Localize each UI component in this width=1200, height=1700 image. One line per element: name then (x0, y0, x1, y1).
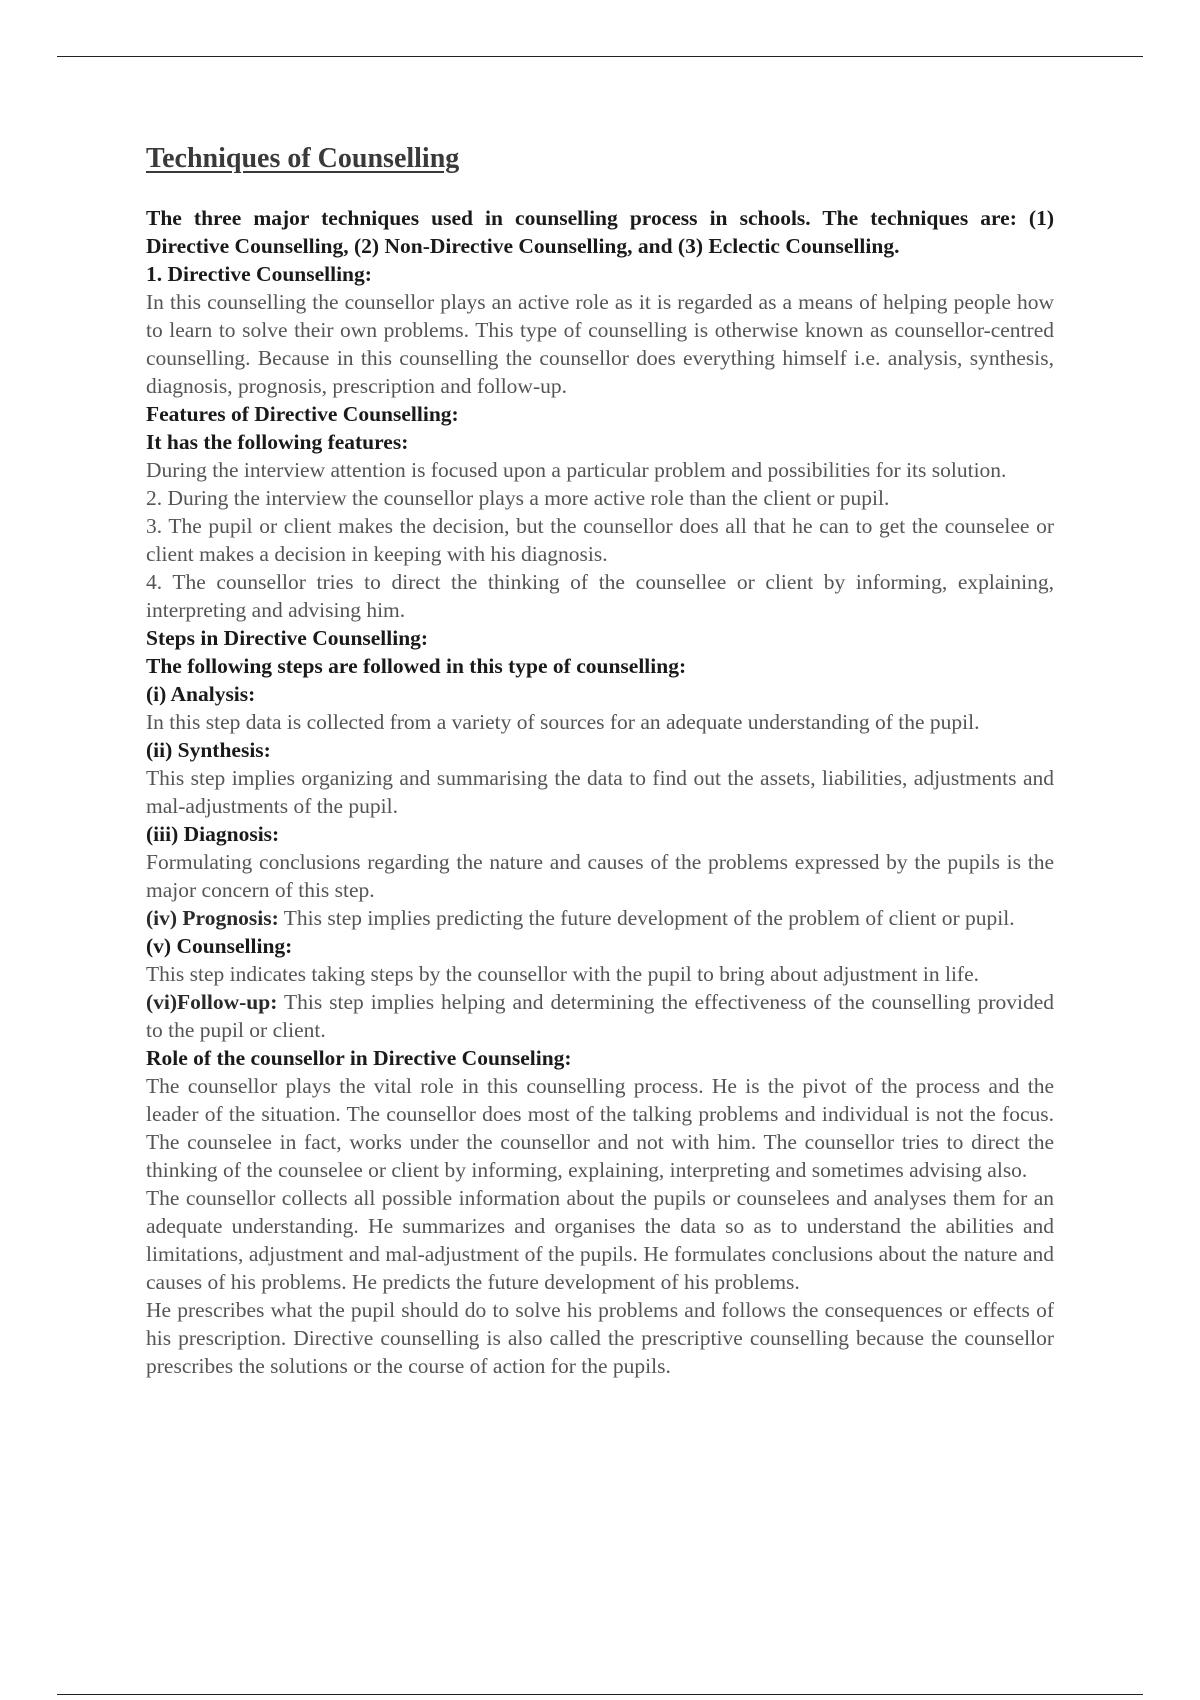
feature-item: During the interview attention is focused upon a particular problem and possibilities for its solution. (146, 458, 1007, 482)
step-text: Formulating conclusions regarding the nature and causes of the problems expressed by the pupils is the major concern of this step. (146, 850, 1054, 902)
step-text: This step implies organizing and summarising the data to find out the assets, liabilities, adjustments and mal-adjustments of the pupil. (146, 766, 1054, 818)
feature-item: 2. During the interview the counsellor plays a more active role than the client or pupil. (146, 486, 890, 510)
step-text: This step indicates taking steps by the counsellor with the pupil to bring about adjustment in life. (146, 962, 979, 986)
step-label: (ii) Synthesis: (146, 738, 271, 762)
document-body (146, 204, 1054, 1380)
step-label: (iv) Prognosis: (146, 906, 279, 930)
step-inline (146, 988, 1054, 1044)
features-heading: Features of Directive Counselling: (146, 402, 459, 426)
intro-paragraph: The three major techniques used in counselling process in schools. The techniques are: (1) Directive Counselling, (2) Non-Directive Counselling, and (3) Eclectic Counselling. (146, 206, 1054, 258)
step-inline (146, 904, 1054, 932)
role-paragraph: The counsellor collects all possible information about the pupils or counselees and analyses them for an adequate understanding. He summarizes and organises the data so as to understand the abilities and limitations, adjustment and mal-adjustment of the pupils. He formulates conclusions about the nature and causes of his problems. He predicts the future development of his problems. (146, 1186, 1054, 1294)
feature-item: 3. The pupil or client makes the decision, but the counsellor does all that he can to get the counselee or client makes a decision in keeping with his diagnosis. (146, 514, 1054, 566)
steps-heading: Steps in Directive Counselling: (146, 626, 429, 650)
step-text: In this step data is collected from a variety of sources for an adequate understanding of the pupil. (146, 710, 980, 734)
role-paragraph: The counsellor plays the vital role in this counselling process. He is the pivot of the process and the leader of the situation. The counsellor does most of the talking problems and individual is not the focus. The counselee in fact, works under the counsellor and not with him. The counsellor tries to direct the thinking of the counselee or client by informing, explaining, interpreting and sometimes advising also. (146, 1074, 1054, 1182)
directive-paragraph: In this counselling the counsellor plays an active role as it is regarded as a means of helping people how to learn to solve their own problems. This type of counselling is otherwise known as counsellor-centred counselling. Because in this counselling the counsellor does everything himself i.e. analysis, synthesis, diagnosis, prognosis, prescription and follow-up. (146, 290, 1054, 398)
feature-item: 4. The counsellor tries to direct the thinking of the counsellee or client by informing, explaining, interpreting and advising him. (146, 570, 1054, 622)
step-label: (vi)Follow-up: (146, 990, 278, 1014)
bottom-rule (57, 1694, 1143, 1695)
step-text: This step implies predicting the future development of the problem of client or pupil. (278, 906, 1015, 930)
page-title: Techniques of Counselling (146, 143, 460, 174)
features-subheading: It has the following features: (146, 430, 409, 454)
step-label: (i) Analysis: (146, 682, 256, 706)
role-heading: Role of the counsellor in Directive Counseling: (146, 1046, 572, 1070)
directive-heading: 1. Directive Counselling: (146, 262, 372, 286)
top-rule (57, 56, 1143, 57)
role-paragraph: He prescribes what the pupil should do to solve his problems and follows the consequences or effects of his prescription. Directive counselling is also called the prescriptive counselling because the counsellor prescribes the solutions or the course of action for the pupils. (146, 1298, 1054, 1378)
step-text: This step implies helping and determining the effectiveness of the counselling provided to the pupil or client. (146, 990, 1054, 1042)
step-label: (v) Counselling: (146, 934, 293, 958)
step-label: (iii) Diagnosis: (146, 822, 280, 846)
steps-subheading: The following steps are followed in this type of counselling: (146, 654, 687, 678)
